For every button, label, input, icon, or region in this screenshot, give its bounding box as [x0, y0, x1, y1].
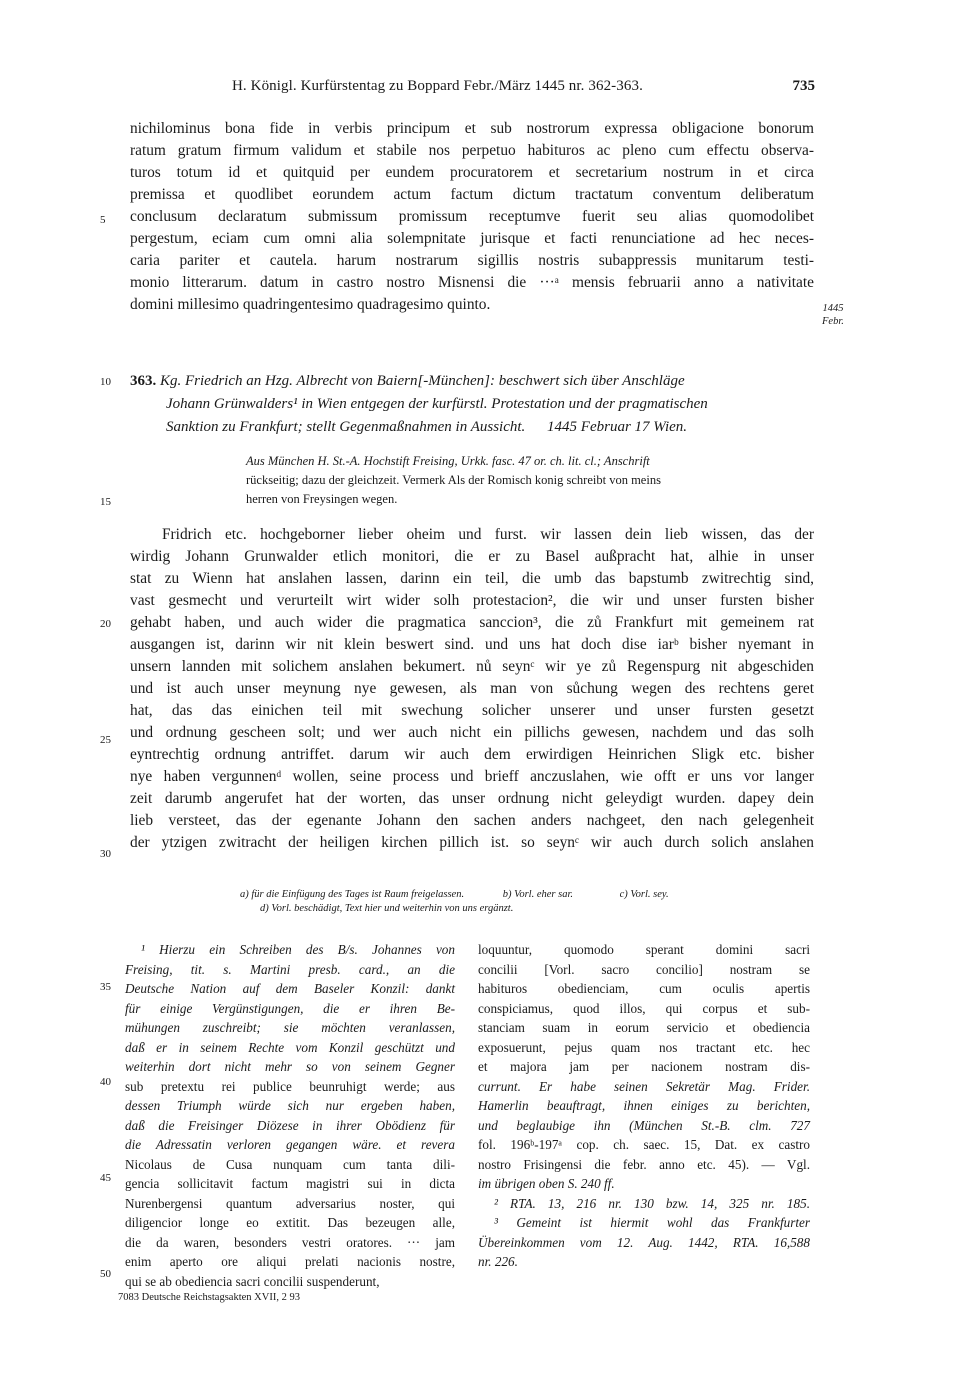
- text-line: conclusum declaratum submissum promissum receptumve fuerit seu alias quomodolibet: [130, 208, 814, 225]
- running-title: H. Königl. Kurfürstentag zu Boppard Febr./März 1445 nr. 362-363.: [232, 78, 643, 94]
- line-number: 20: [100, 618, 111, 630]
- margin-date-month: Febr.: [822, 316, 844, 327]
- source-line: rückseitig; dazu der gleichzeit. Vermerk Als der Romisch konig schreibt von meins: [246, 473, 661, 487]
- line-number: 35: [100, 981, 111, 993]
- source-line: Aus München H. St.-A. Hochstift Freising, Urkk. fasc. 47 or. ch. lit. cl.; Anschrift: [246, 454, 650, 468]
- footnote-line: gencia sollicitavit factum magistri sui in dicta: [125, 1176, 455, 1191]
- footnote-line: Nicolaus de Cusa nunquam cum tanta dili-: [125, 1156, 455, 1172]
- footnote-line: et majora jam per nacionem nostram dis-: [478, 1059, 810, 1074]
- footnote-line: sub pretextu rei publice beunruhigt werde; aus: [125, 1078, 455, 1094]
- footnote-line: und beglaubige ihn (München St.-B. clm. 727: [478, 1117, 810, 1133]
- footnote-line: die Adressatin verloren gegangen wäre. et revera: [125, 1137, 455, 1152]
- text-line: nye haben vergunnenᵈ wollen, seine process und brieff anczuslahen, wie offt er uns vor langer: [130, 768, 814, 785]
- text-line: und ordnung gescheen solt; und wer auch nicht ein pillichs gewesen, nachdem und das solh: [130, 724, 814, 741]
- footnotes-left-column: [125, 940, 455, 1291]
- footnote-line: im übrigen oben S. 240 ff.: [478, 1176, 615, 1191]
- footnote-line: die da waren, besonders vestri oratores. ··· jam: [125, 1234, 455, 1250]
- footnote-line: nr. 226.: [478, 1254, 518, 1269]
- footnote-line: habituros obedienciam, cum oculis apertis: [478, 981, 810, 996]
- page-footer: 7083 Deutsche Reichstagsakten XVII, 2 93: [118, 1292, 300, 1303]
- footnote-line: stanciam suam in eorum servicio et obediencia: [478, 1020, 810, 1035]
- text-line: turos totum id et quitquid per eundem procuratorem et secretarium nostrum in et circa: [130, 164, 814, 181]
- footnote-line: Deutsche Nation auf dem Baseler Konzil: dankt: [125, 981, 455, 996]
- text-line: lieb versteet, das der egenante Johann den sachen anders nachgeet, den nach gelegenheit: [130, 812, 814, 829]
- footnote-line: daß er in seinem Rechte vom Konzil geschützt und: [125, 1039, 455, 1055]
- text-line: domini millesimo quadringentesimo quadragesimo quinto.: [130, 296, 491, 313]
- text-line: wirdig Johann Grunwalder etlich monitori, die er zu Basel außpracht hat, alhie in unser: [130, 548, 814, 565]
- text-line: Fridrich etc. hochgeborner lieber oheim und furst. wir lassen dein lieb wissen, das der: [162, 526, 814, 543]
- margin-date: [822, 302, 844, 328]
- text-line: stat zu Wienn hat anslahen lassen, darinn ein teil, die umb das bapstumb zwitrechtig sind,: [130, 570, 814, 587]
- footnote-line: exposuerunt, pejus quam nos tractant etc. hec: [478, 1039, 810, 1055]
- footnote-line: daß die Freisinger Diözese in ihrer Obödienz für: [125, 1117, 455, 1133]
- text-line: und ist auch unser meynung nye gewesen, als man von sůchung wegen des rechtens geret: [130, 680, 814, 697]
- regest-line: Sanktion zu Frankfurt; stellt Gegenmaßnahmen in Aussicht.: [166, 419, 526, 435]
- footnote-line: ³ Gemeint ist hiermit wohl das Frankfurter: [494, 1215, 810, 1230]
- footnote-line: nostro Frisingensi die febr. anno etc. 45). — Vgl.: [478, 1156, 810, 1172]
- footnote-line: für einige Vergünstigungen, die er ihren Be-: [125, 1000, 455, 1016]
- line-number: 45: [100, 1172, 111, 1184]
- apparatus-note-c: c) Vorl. sey.: [619, 889, 669, 900]
- page-number: 735: [792, 78, 815, 94]
- footnote-line: concilii [Vorl. sacro concilio] nostram se: [478, 961, 810, 977]
- footnote-line: ¹ Hierzu ein Schreiben des B/s. Johannes von: [141, 942, 455, 957]
- line-number: 10: [100, 376, 111, 388]
- footnote-line: currunt. Er habe seinen Sekretär Mag. Frider.: [478, 1078, 810, 1094]
- line-number: 30: [100, 848, 111, 860]
- footnote-line: enim aperto ore aliqui prelati nacionis nostre,: [125, 1254, 455, 1269]
- text-line: der ytzigen zwitracht der heiligen kirchen pillich ist. so seynᶜ wir auch durch solich anslahen: [130, 834, 814, 851]
- doc363-regest: [130, 370, 814, 439]
- footnote-line: Hamerlin beauftragt, ihnen einiges zu berichten,: [478, 1098, 810, 1113]
- text-line: monio litterarum. datum in castro nostro Misnensi die ···ᵃ mensis februarii anno a nativitate: [130, 274, 814, 291]
- textual-apparatus: [240, 888, 800, 916]
- footnote-line: fol. 196ᵇ-197ᵃ cop. ch. saec. 15, Dat. ex castro: [478, 1137, 810, 1152]
- footnote-line: Nurenbergensi quantum adversarius noster, qui: [125, 1195, 455, 1211]
- regest-date: 1445 Februar 17 Wien.: [547, 419, 688, 435]
- footnote-line: diligencior longe eo extitit. Das bezeugen alle,: [125, 1215, 455, 1230]
- line-number: 50: [100, 1268, 111, 1280]
- regest-line: Johann Grünwalders¹ in Wien entgegen der kurfürstl. Protestation und der pragmatischen: [166, 396, 708, 412]
- doc362-text: [130, 118, 814, 316]
- line-number: 5: [100, 214, 106, 226]
- footnote-line: weiterhin dort nicht mehr so von seinem Gegner: [125, 1059, 455, 1074]
- footnote-line: mühungen zuschreibt; sie möchten veranlassen,: [125, 1020, 455, 1035]
- line-number: 40: [100, 1076, 111, 1088]
- text-line: nichilominus bona fide in verbis principum et sub nostrorum expressa obligacione bonorum: [130, 120, 814, 137]
- doc363-text: [130, 524, 814, 854]
- text-line: gehabt haben, und auch wider die pragmatica sanccion³, die zů Frankfurt mit gemeinem rat: [130, 614, 814, 631]
- regest-line: Kg. Friedrich an Hzg. Albrecht von Baiern[-München]: beschwert sich über Anschläge: [160, 373, 685, 389]
- running-header: [0, 78, 960, 100]
- text-line: ausgangen ist, darinn wir nit klein beswert sind. und uns hat doch dise iarᵇ bisher nyemant in: [130, 636, 814, 653]
- footnote-line: loquuntur, quomodo sperant domini sacri: [478, 942, 810, 957]
- text-line: pergestum, eciam cum omni alia solempnitate jurisque et facti renunciatione ad hec neces-: [130, 230, 814, 247]
- footnote-line: conspiciamus, quod illos, qui corpus et sub-: [478, 1000, 810, 1016]
- document-number: 363.: [130, 373, 157, 389]
- footnote-line: dessen Triumph würde sich nur ergeben haben,: [125, 1098, 455, 1113]
- text-line: ratum gratum firmum validum et stabile nos perpetuo habituros ac pleno cum effectu observa-: [130, 142, 814, 159]
- footnote-line: ² RTA. 13, 216 nr. 130 bzw. 14, 325 nr. 185.: [494, 1195, 810, 1211]
- footnotes-right-column: [478, 940, 810, 1272]
- source-note: [246, 452, 814, 509]
- line-number: 25: [100, 734, 111, 746]
- apparatus-note-a: a) für die Einfügung des Tages ist Raum freigelassen.: [240, 889, 465, 900]
- apparatus-note-d: d) Vorl. beschädigt, Text hier und weiterhin von uns ergänzt.: [260, 903, 514, 914]
- text-line: eyntrechtig ordnung antriffet. darum wir auch dem erwirdigen Heinrichen Sligk etc. bisher: [130, 746, 814, 763]
- source-line: herren von Freysingen wegen.: [246, 492, 398, 506]
- text-line: caria pariter et cautela. harum nostrarum sigillis nostris subappressis munitarum testi-: [130, 252, 814, 269]
- text-line: vast gesmecht und verurteilt wirt wider solh protestacion², die wir und unser fursten bisher: [130, 592, 814, 609]
- footnote-line: qui se ab obediencia sacri concilii suspenderunt,: [125, 1273, 380, 1289]
- footnote-line: Übereinkommen vom 12. Aug. 1442, RTA. 16,588: [478, 1234, 810, 1250]
- margin-date-year: 1445: [822, 303, 844, 314]
- apparatus-note-b: b) Vorl. eher sar.: [502, 889, 574, 900]
- text-line: hat, das das einichen teil mit swechung solicher unserer und unser fursten gesetzt: [130, 702, 814, 719]
- text-line: premissa et quodlibet eorundem actum factum dictum tractatum conventum deliberatum: [130, 186, 814, 203]
- text-line: zeit darumb angerufet hat der worten, das unser ordnung nicht geleydigt wurden. dapey dein: [130, 790, 814, 807]
- text-line: unsern lannden mit solichem anslahen bekumert. nů seynᶜ wir ye zů Regenspurg nit abgeschiden: [130, 658, 814, 675]
- footnote-line: Freising, tit. s. Martini presb. card., an die: [125, 961, 455, 977]
- line-number: 15: [100, 496, 111, 508]
